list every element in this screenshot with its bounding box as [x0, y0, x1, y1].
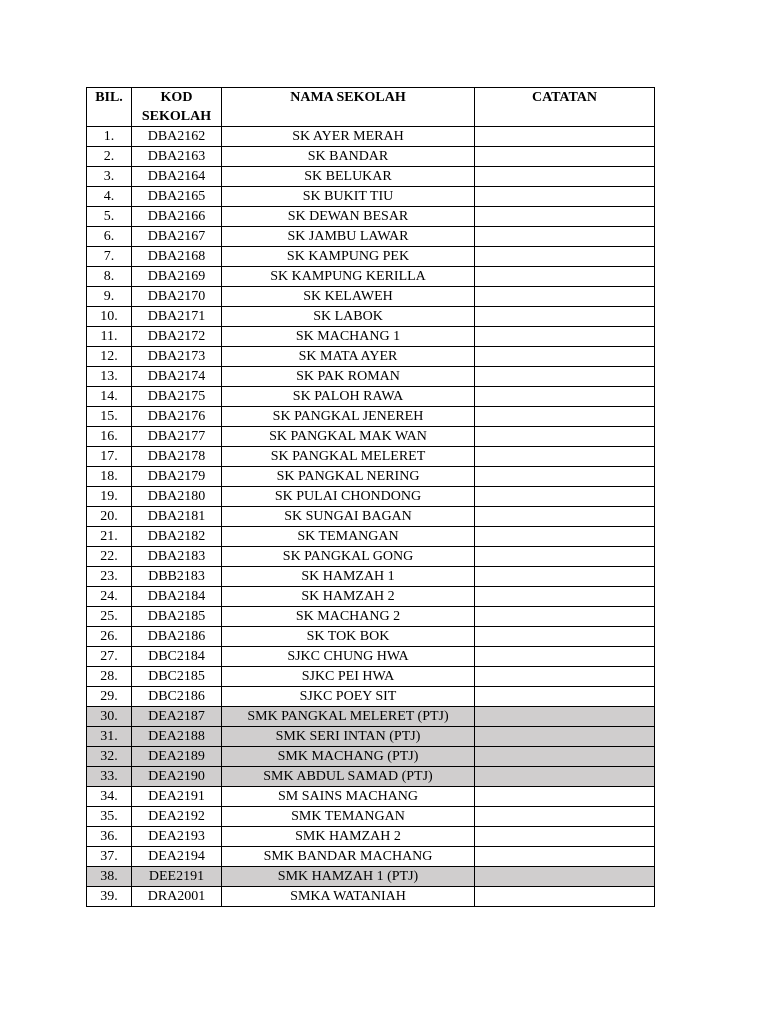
cell-bil: 28.	[87, 667, 132, 687]
cell-kod-sekolah: DBA2164	[132, 167, 222, 187]
table-row	[87, 527, 655, 547]
cell-nama-sekolah: SJKC CHUNG HWA	[222, 647, 475, 667]
cell-bil: 20.	[87, 507, 132, 527]
cell-bil: 36.	[87, 827, 132, 847]
cell-bil: 24.	[87, 587, 132, 607]
table-row	[87, 667, 655, 687]
cell-nama-sekolah: SK MACHANG 2	[222, 607, 475, 627]
cell-bil: 19.	[87, 487, 132, 507]
cell-kod-sekolah: DBA2173	[132, 347, 222, 367]
cell-kod-sekolah: DBA2172	[132, 327, 222, 347]
cell-catatan	[475, 267, 655, 287]
cell-nama-sekolah: SK KAMPUNG PEK	[222, 247, 475, 267]
cell-bil: 23.	[87, 567, 132, 587]
cell-nama-sekolah: SMK BANDAR MACHANG	[222, 847, 475, 867]
table-row	[87, 827, 655, 847]
cell-bil: 17.	[87, 447, 132, 467]
table-row	[87, 807, 655, 827]
cell-kod-sekolah: DEA2193	[132, 827, 222, 847]
cell-kod-sekolah: DEA2190	[132, 767, 222, 787]
table-row	[87, 267, 655, 287]
cell-catatan	[475, 607, 655, 627]
cell-bil: 37.	[87, 847, 132, 867]
header-row	[87, 88, 655, 127]
cell-bil: 33.	[87, 767, 132, 787]
table-row	[87, 547, 655, 567]
table-row	[87, 247, 655, 267]
cell-bil: 15.	[87, 407, 132, 427]
cell-nama-sekolah: SK BANDAR	[222, 147, 475, 167]
cell-catatan	[475, 347, 655, 367]
cell-kod-sekolah: DEA2187	[132, 707, 222, 727]
cell-kod-sekolah: DEA2189	[132, 747, 222, 767]
cell-catatan	[475, 787, 655, 807]
cell-catatan	[475, 207, 655, 227]
cell-catatan	[475, 707, 655, 727]
table-row	[87, 207, 655, 227]
cell-catatan	[475, 747, 655, 767]
cell-catatan	[475, 627, 655, 647]
cell-nama-sekolah: SK PANGKAL MELERET	[222, 447, 475, 467]
table-row	[87, 867, 655, 887]
table-row	[87, 587, 655, 607]
cell-catatan	[475, 847, 655, 867]
cell-catatan	[475, 127, 655, 147]
table-row	[87, 747, 655, 767]
cell-nama-sekolah: SMK PANGKAL MELERET (PTJ)	[222, 707, 475, 727]
cell-kod-sekolah: DBA2180	[132, 487, 222, 507]
cell-kod-sekolah: DBA2179	[132, 467, 222, 487]
cell-nama-sekolah: SK HAMZAH 2	[222, 587, 475, 607]
cell-kod-sekolah: DBA2186	[132, 627, 222, 647]
cell-kod-sekolah: DRA2001	[132, 887, 222, 907]
cell-nama-sekolah: SK AYER MERAH	[222, 127, 475, 147]
cell-bil: 9.	[87, 287, 132, 307]
cell-bil: 18.	[87, 467, 132, 487]
cell-bil: 11.	[87, 327, 132, 347]
cell-catatan	[475, 587, 655, 607]
cell-catatan	[475, 407, 655, 427]
header-kod-line2: SEKOLAH	[141, 109, 212, 124]
table-row	[87, 727, 655, 747]
cell-bil: 31.	[87, 727, 132, 747]
cell-kod-sekolah: DEE2191	[132, 867, 222, 887]
table-row	[87, 227, 655, 247]
cell-bil: 34.	[87, 787, 132, 807]
cell-catatan	[475, 367, 655, 387]
table-row	[87, 787, 655, 807]
table-row	[87, 367, 655, 387]
table-row	[87, 287, 655, 307]
cell-bil: 4.	[87, 187, 132, 207]
cell-bil: 39.	[87, 887, 132, 907]
cell-nama-sekolah: SM SAINS MACHANG	[222, 787, 475, 807]
cell-kod-sekolah: DBA2167	[132, 227, 222, 247]
cell-bil: 16.	[87, 427, 132, 447]
cell-kod-sekolah: DBA2162	[132, 127, 222, 147]
cell-bil: 5.	[87, 207, 132, 227]
cell-bil: 13.	[87, 367, 132, 387]
table-row	[87, 127, 655, 147]
cell-catatan	[475, 167, 655, 187]
cell-kod-sekolah: DBA2178	[132, 447, 222, 467]
cell-bil: 14.	[87, 387, 132, 407]
table-row	[87, 847, 655, 867]
cell-bil: 25.	[87, 607, 132, 627]
cell-nama-sekolah: SK SUNGAI BAGAN	[222, 507, 475, 527]
cell-bil: 8.	[87, 267, 132, 287]
cell-bil: 7.	[87, 247, 132, 267]
cell-bil: 38.	[87, 867, 132, 887]
cell-catatan	[475, 687, 655, 707]
cell-nama-sekolah: SK PAK ROMAN	[222, 367, 475, 387]
cell-nama-sekolah: SK KAMPUNG KERILLA	[222, 267, 475, 287]
cell-catatan	[475, 187, 655, 207]
cell-catatan	[475, 427, 655, 447]
cell-nama-sekolah: SK BELUKAR	[222, 167, 475, 187]
cell-nama-sekolah: SJKC PEI HWA	[222, 667, 475, 687]
cell-kod-sekolah: DBA2182	[132, 527, 222, 547]
cell-nama-sekolah: SMK HAMZAH 1 (PTJ)	[222, 867, 475, 887]
cell-bil: 35.	[87, 807, 132, 827]
cell-bil: 3.	[87, 167, 132, 187]
table-row	[87, 887, 655, 907]
cell-kod-sekolah: DBA2181	[132, 507, 222, 527]
cell-kod-sekolah: DBC2185	[132, 667, 222, 687]
cell-catatan	[475, 647, 655, 667]
cell-bil: 2.	[87, 147, 132, 167]
cell-bil: 27.	[87, 647, 132, 667]
cell-bil: 12.	[87, 347, 132, 367]
cell-catatan	[475, 287, 655, 307]
cell-nama-sekolah: SK PANGKAL JENEREH	[222, 407, 475, 427]
cell-bil: 26.	[87, 627, 132, 647]
cell-bil: 21.	[87, 527, 132, 547]
cell-kod-sekolah: DEA2194	[132, 847, 222, 867]
table-row	[87, 187, 655, 207]
cell-nama-sekolah: SK JAMBU LAWAR	[222, 227, 475, 247]
cell-nama-sekolah: SK PALOH RAWA	[222, 387, 475, 407]
cell-catatan	[475, 667, 655, 687]
cell-kod-sekolah: DBC2186	[132, 687, 222, 707]
cell-nama-sekolah: SMK ABDUL SAMAD (PTJ)	[222, 767, 475, 787]
school-list-table	[86, 87, 655, 907]
header-kod-sekolah	[132, 88, 222, 127]
cell-nama-sekolah: SJKC POEY SIT	[222, 687, 475, 707]
table-row	[87, 607, 655, 627]
cell-nama-sekolah: SK KELAWEH	[222, 287, 475, 307]
cell-kod-sekolah: DBC2184	[132, 647, 222, 667]
cell-catatan	[475, 867, 655, 887]
cell-kod-sekolah: DBA2171	[132, 307, 222, 327]
cell-catatan	[475, 727, 655, 747]
cell-catatan	[475, 147, 655, 167]
cell-catatan	[475, 827, 655, 847]
cell-catatan	[475, 227, 655, 247]
cell-nama-sekolah: SMK TEMANGAN	[222, 807, 475, 827]
cell-catatan	[475, 487, 655, 507]
cell-kod-sekolah: DBA2169	[132, 267, 222, 287]
cell-nama-sekolah: SK TOK BOK	[222, 627, 475, 647]
cell-nama-sekolah: SK LABOK	[222, 307, 475, 327]
table-row	[87, 487, 655, 507]
cell-nama-sekolah: SK PANGKAL NERING	[222, 467, 475, 487]
cell-catatan	[475, 807, 655, 827]
table-row	[87, 567, 655, 587]
cell-kod-sekolah: DBA2176	[132, 407, 222, 427]
table-row	[87, 147, 655, 167]
cell-bil: 1.	[87, 127, 132, 147]
cell-nama-sekolah: SK TEMANGAN	[222, 527, 475, 547]
cell-kod-sekolah: DBA2183	[132, 547, 222, 567]
cell-bil: 22.	[87, 547, 132, 567]
cell-catatan	[475, 507, 655, 527]
cell-nama-sekolah: SMK HAMZAH 2	[222, 827, 475, 847]
cell-kod-sekolah: DBA2174	[132, 367, 222, 387]
header-bil: BIL.	[87, 88, 132, 127]
cell-nama-sekolah: SMK SERI INTAN (PTJ)	[222, 727, 475, 747]
cell-kod-sekolah: DEA2188	[132, 727, 222, 747]
table-row	[87, 407, 655, 427]
cell-nama-sekolah: SK MACHANG 1	[222, 327, 475, 347]
cell-kod-sekolah: DEA2191	[132, 787, 222, 807]
cell-nama-sekolah: SMKA WATANIAH	[222, 887, 475, 907]
cell-bil: 29.	[87, 687, 132, 707]
cell-nama-sekolah: SK BUKIT TIU	[222, 187, 475, 207]
table-row	[87, 347, 655, 367]
table-body	[87, 127, 655, 907]
table-row	[87, 387, 655, 407]
cell-catatan	[475, 387, 655, 407]
header-catatan: CATATAN	[475, 88, 655, 127]
header-nama-sekolah: NAMA SEKOLAH	[222, 88, 475, 127]
cell-kod-sekolah: DBA2177	[132, 427, 222, 447]
cell-catatan	[475, 547, 655, 567]
cell-catatan	[475, 467, 655, 487]
cell-kod-sekolah: DBA2165	[132, 187, 222, 207]
cell-catatan	[475, 567, 655, 587]
table-row	[87, 167, 655, 187]
header-kod-line1: KOD	[160, 90, 193, 105]
table-row	[87, 687, 655, 707]
cell-kod-sekolah: DBA2185	[132, 607, 222, 627]
cell-nama-sekolah: SK PULAI CHONDONG	[222, 487, 475, 507]
table-row	[87, 467, 655, 487]
cell-nama-sekolah: SK PANGKAL MAK WAN	[222, 427, 475, 447]
cell-catatan	[475, 527, 655, 547]
cell-kod-sekolah: DEA2192	[132, 807, 222, 827]
cell-catatan	[475, 887, 655, 907]
table-row	[87, 427, 655, 447]
cell-kod-sekolah: DBA2184	[132, 587, 222, 607]
table-row	[87, 327, 655, 347]
cell-kod-sekolah: DBB2183	[132, 567, 222, 587]
cell-kod-sekolah: DBA2175	[132, 387, 222, 407]
cell-catatan	[475, 767, 655, 787]
cell-nama-sekolah: SMK MACHANG (PTJ)	[222, 747, 475, 767]
cell-bil: 30.	[87, 707, 132, 727]
table-row	[87, 507, 655, 527]
cell-bil: 10.	[87, 307, 132, 327]
cell-nama-sekolah: SK HAMZAH 1	[222, 567, 475, 587]
cell-nama-sekolah: SK MATA AYER	[222, 347, 475, 367]
cell-nama-sekolah: SK PANGKAL GONG	[222, 547, 475, 567]
cell-catatan	[475, 327, 655, 347]
table-row	[87, 307, 655, 327]
cell-kod-sekolah: DBA2166	[132, 207, 222, 227]
cell-kod-sekolah: DBA2168	[132, 247, 222, 267]
table-row	[87, 627, 655, 647]
table-row	[87, 707, 655, 727]
cell-bil: 32.	[87, 747, 132, 767]
cell-nama-sekolah: SK DEWAN BESAR	[222, 207, 475, 227]
table-row	[87, 767, 655, 787]
cell-catatan	[475, 447, 655, 467]
cell-kod-sekolah: DBA2163	[132, 147, 222, 167]
cell-catatan	[475, 247, 655, 267]
cell-bil: 6.	[87, 227, 132, 247]
table-header	[87, 88, 655, 127]
cell-kod-sekolah: DBA2170	[132, 287, 222, 307]
cell-catatan	[475, 307, 655, 327]
table-row	[87, 447, 655, 467]
table-row	[87, 647, 655, 667]
